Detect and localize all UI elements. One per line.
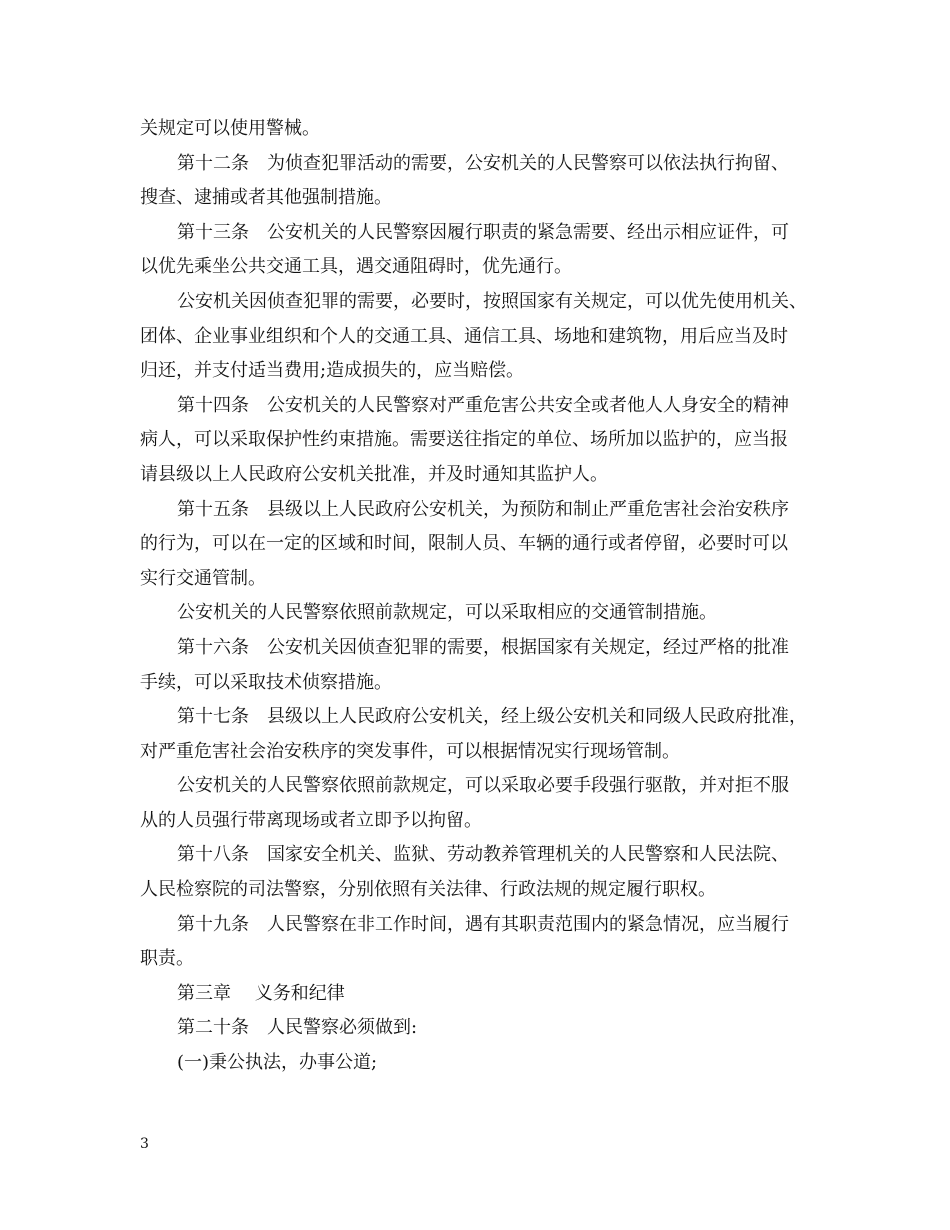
text-line: 手续，可以采取技术侦察措施。 xyxy=(140,671,392,693)
text-line: 从的人员强行带离现场或者立即予以拘留。 xyxy=(140,809,482,831)
text-line: 请县级以上人民政府公安机关批准，并及时通知其监护人。 xyxy=(140,463,608,485)
document-body xyxy=(140,112,830,1081)
text-line: 公安机关的人民警察依照前款规定，可以采取相应的交通管制措施。 xyxy=(177,602,717,624)
text-line: 公安机关的人民警察依照前款规定，可以采取必要手段强行驱散，并对拒不服 xyxy=(177,775,789,797)
chapter-heading: 第三章 义务和纪律 xyxy=(177,982,345,1004)
text-line: 职责。 xyxy=(140,948,194,970)
text-line: 第十二条 为侦查犯罪活动的需要，公安机关的人民警察可以依法执行拘留、 xyxy=(177,152,789,174)
text-line: 第十八条 国家安全机关、监狱、劳动教养管理机关的人民警察和人民法院、 xyxy=(177,844,789,866)
text-line: 以优先乘坐公共交通工具，遇交通阻碍时，优先通行。 xyxy=(140,256,572,278)
text-line: 第十七条 县级以上人民政府公安机关，经上级公安机关和同级人民政府批准， xyxy=(177,706,807,728)
text-line: 第十五条 县级以上人民政府公安机关，为预防和制止严重危害社会治安秩序 xyxy=(177,498,789,520)
text-line: (一)秉公执法，办事公道; xyxy=(177,1052,378,1074)
text-line: 的行为，可以在一定的区域和时间，限制人员、车辆的通行或者停留，必要时可以 xyxy=(140,533,788,555)
text-line: 公安机关因侦查犯罪的需要，必要时，按照国家有关规定，可以优先使用机关、 xyxy=(177,290,807,312)
text-line: 第十四条 公安机关的人民警察对严重危害公共安全或者他人人身安全的精神 xyxy=(177,394,789,416)
text-line: 搜查、逮捕或者其他强制措施。 xyxy=(140,187,392,209)
text-line: 第二十条 人民警察必须做到: xyxy=(177,1017,418,1039)
text-line: 第十六条 公安机关因侦查犯罪的需要，根据国家有关规定，经过严格的批准 xyxy=(177,636,789,658)
text-line: 关规定可以使用警械。 xyxy=(140,118,320,139)
text-line: 归还，并支付适当费用;造成损失的，应当赔偿。 xyxy=(140,360,525,382)
text-line: 实行交通管制。 xyxy=(140,567,266,589)
text-line: 人民检察院的司法警察，分别依照有关法律、行政法规的规定履行职权。 xyxy=(140,879,716,901)
page-number: 3 xyxy=(140,1136,149,1152)
text-line: 对严重危害社会治安秩序的突发事件，可以根据情况实行现场管制。 xyxy=(140,740,680,762)
text-line: 第十三条 公安机关的人民警察因履行职责的紧急需要、经出示相应证件，可 xyxy=(177,221,789,243)
text-line: 第十九条 人民警察在非工作时间，遇有其职责范围内的紧急情况，应当履行 xyxy=(177,913,789,935)
text-line: 团体、企业事业组织和个人的交通工具、通信工具、场地和建筑物，用后应当及时 xyxy=(140,325,788,347)
text-line: 病人，可以采取保护性约束措施。需要送往指定的单位、场所加以监护的，应当报 xyxy=(140,429,788,451)
